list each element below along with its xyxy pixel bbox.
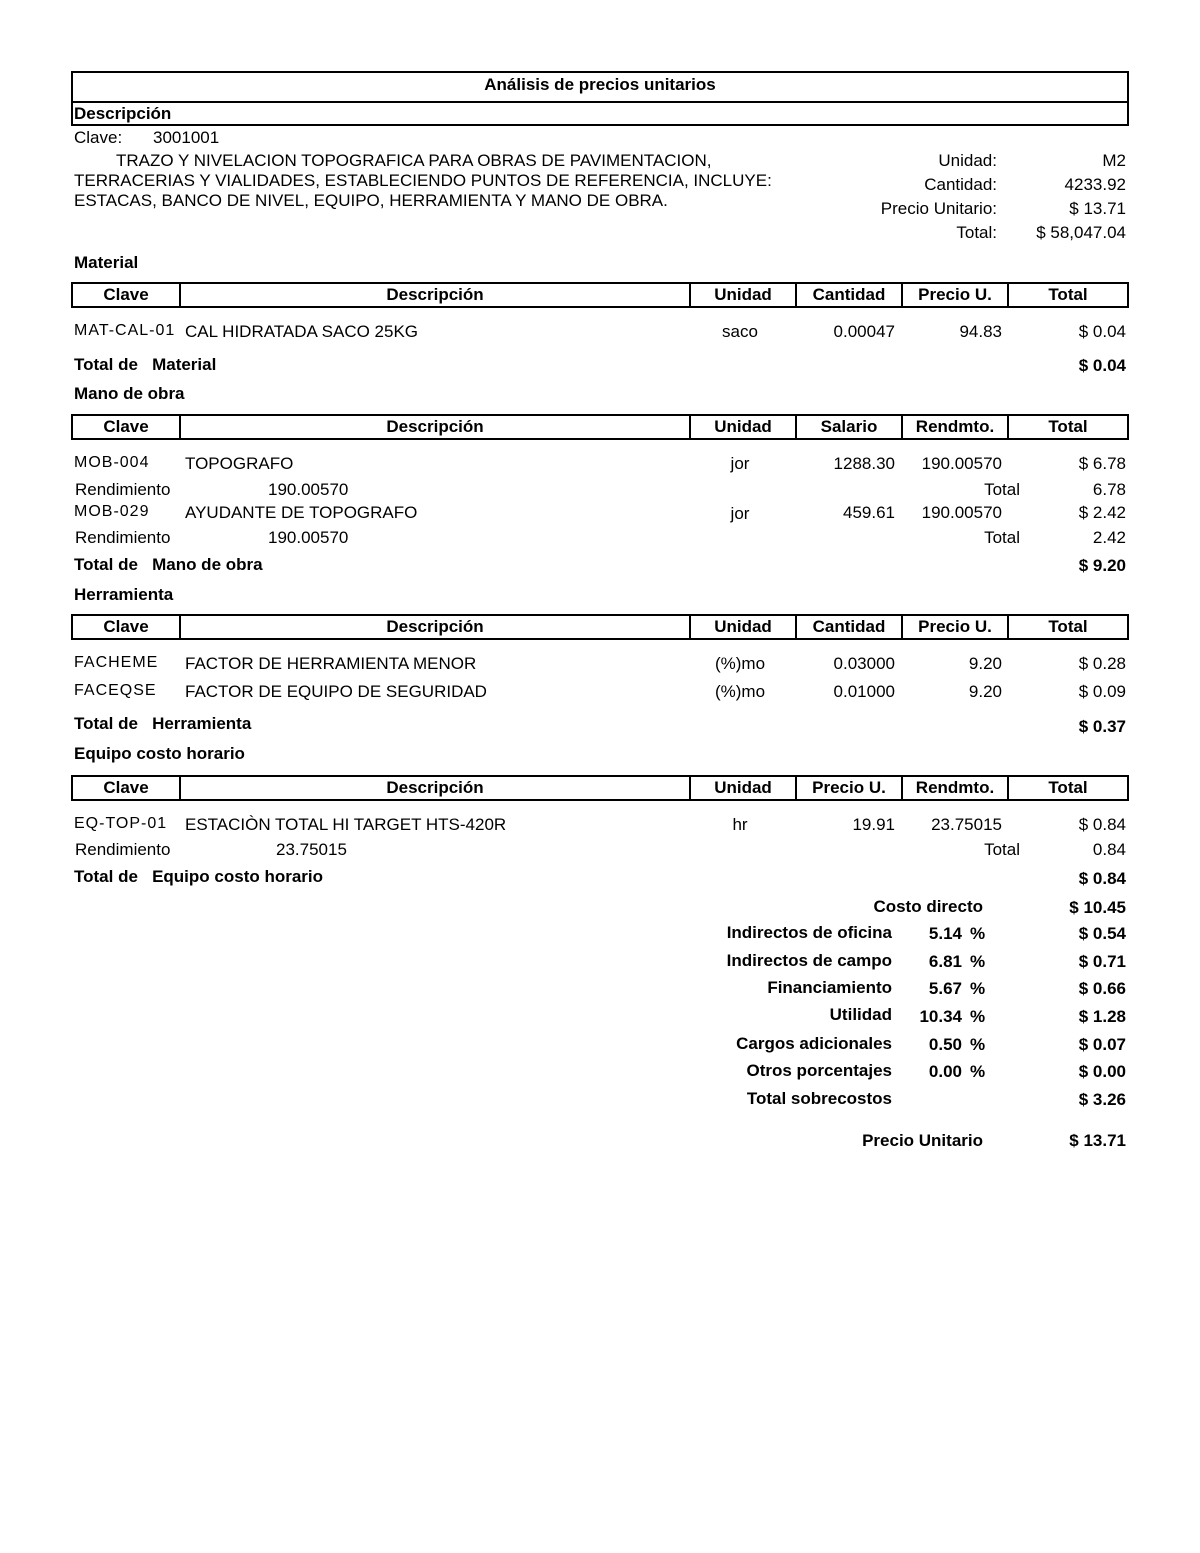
- col-clave: Clave: [103, 417, 149, 436]
- row-rend-label: Rendimiento: [75, 840, 171, 859]
- herramienta-table-header: [71, 614, 1129, 640]
- col-rendmto: Rendmto.: [901, 416, 1007, 438]
- row-clave: FACEQSE: [74, 682, 157, 699]
- row-clave: MOB-004: [74, 454, 150, 471]
- col-descripcion: Descripción: [179, 777, 689, 799]
- col-descripcion: Descripción: [179, 284, 689, 306]
- row-sub-label: Total: [984, 480, 1020, 499]
- material-total-label: Total de Material: [74, 355, 217, 374]
- row-total: $ 0.28: [1078, 654, 1126, 673]
- col-total: Total: [1007, 616, 1127, 638]
- col-precio: Precio U.: [901, 616, 1007, 638]
- herramienta-heading: Herramienta: [74, 585, 174, 604]
- row-rendmto: 23.75015: [931, 815, 1002, 834]
- row-clave: MAT-CAL-01: [74, 322, 176, 339]
- row-precio: 94.83: [959, 322, 1002, 341]
- row-descripcion: FACTOR DE EQUIPO DE SEGURIDAD: [185, 682, 487, 701]
- row-descripcion: CAL HIDRATADA SACO 25KG: [185, 322, 419, 341]
- col-total: Total: [1007, 416, 1127, 438]
- row-sub-label: Total: [984, 528, 1020, 547]
- col-clave: Clave: [103, 778, 149, 797]
- row-rend-value: 190.00570: [268, 528, 349, 547]
- row-salario: 1288.30: [833, 454, 895, 473]
- col-descripcion: Descripción: [179, 616, 689, 638]
- mano-obra-total-label: Total de Mano de obra: [74, 555, 263, 574]
- total-value: $ 58,047.04: [1036, 223, 1126, 242]
- cost-line-pct: 0.00: [928, 1062, 962, 1081]
- row-total: $ 0.09: [1078, 682, 1126, 701]
- cantidad-label: Cantidad:: [924, 175, 997, 194]
- col-unidad: Unidad: [689, 616, 795, 638]
- row-rend-label: Rendimiento: [75, 480, 171, 499]
- row-cantidad: 0.03000: [833, 654, 895, 673]
- unidad-value: M2: [1102, 151, 1126, 170]
- clave-label: Clave:: [74, 128, 123, 147]
- cost-line-value: $ 0.00: [1078, 1062, 1126, 1081]
- row-clave: FACHEME: [74, 654, 159, 671]
- row-total: $ 0.04: [1078, 322, 1126, 341]
- sobrecostos-label: Total sobrecostos: [746, 1089, 892, 1108]
- mano-obra-total-value: $ 9.20: [1078, 556, 1126, 575]
- material-total-value: $ 0.04: [1078, 356, 1126, 375]
- col-clave: Clave: [103, 617, 149, 636]
- precio-unitario-value: $ 13.71: [1069, 199, 1126, 218]
- row-unidad: (%)mo: [714, 654, 766, 673]
- row-salario: 459.61: [843, 503, 895, 522]
- descripcion-box: [71, 101, 1129, 126]
- cost-line-pct: 6.81: [928, 952, 962, 971]
- cost-line-label: Indirectos de campo: [726, 951, 892, 970]
- descripcion-label: Descripción: [74, 104, 172, 123]
- row-descripcion: AYUDANTE DE TOPOGRAFO: [185, 503, 418, 522]
- material-heading: Material: [74, 253, 139, 272]
- row-unidad: saco: [722, 322, 758, 341]
- row-total: $ 6.78: [1078, 454, 1126, 473]
- row-rendmto: 190.00570: [921, 503, 1002, 522]
- row-clave: EQ-TOP-01: [74, 815, 168, 832]
- cost-line-unit: %: [970, 1007, 986, 1026]
- row-total: $ 2.42: [1078, 503, 1126, 522]
- precio-unitario-label: Precio Unitario:: [880, 199, 997, 218]
- col-total: Total: [1007, 777, 1127, 799]
- equipo-heading: Equipo costo horario: [74, 744, 245, 763]
- sobrecostos-value: $ 3.26: [1078, 1090, 1126, 1109]
- total-label: Total:: [956, 223, 997, 242]
- row-rendmto: 190.00570: [921, 454, 1002, 473]
- cantidad-value: 4233.92: [1064, 175, 1126, 194]
- cost-line-unit: %: [970, 1035, 986, 1054]
- col-unidad: Unidad: [689, 284, 795, 306]
- row-precio: 9.20: [968, 654, 1002, 673]
- col-descripcion: Descripción: [179, 416, 689, 438]
- col-clave: Clave: [103, 285, 149, 304]
- row-cantidad: 0.00047: [833, 322, 895, 341]
- row-sub-value: 0.84: [1092, 840, 1126, 859]
- row-descripcion: FACTOR DE HERRAMIENTA MENOR: [185, 654, 477, 673]
- equipo-total-value: $ 0.84: [1078, 869, 1126, 888]
- description-line-2: TERRACERIAS Y VIALIDADES, ESTABLECIENDO PUNTOS DE REFERENCIA, INCLUYE:: [74, 171, 772, 190]
- row-sub-label: Total: [984, 840, 1020, 859]
- clave-value: 3001001: [153, 128, 220, 147]
- cost-line-pct: 10.34: [919, 1007, 962, 1026]
- unidad-label: Unidad:: [938, 151, 997, 170]
- herramienta-total-label: Total de Herramienta: [74, 714, 252, 733]
- cost-line-label: Indirectos de oficina: [726, 923, 892, 942]
- cost-line-value: $ 0.07: [1078, 1035, 1126, 1054]
- cost-line-unit: %: [970, 952, 986, 971]
- material-table-header: [71, 282, 1129, 308]
- equipo-total-label: Total de Equipo costo horario: [74, 867, 324, 886]
- cost-line-pct: 5.67: [928, 979, 962, 998]
- row-precio: 9.20: [968, 682, 1002, 701]
- col-cantidad: Cantidad: [795, 616, 901, 638]
- precio-unitario-final-label: Precio Unitario: [862, 1131, 983, 1150]
- row-rend-label: Rendimiento: [75, 528, 171, 547]
- row-unidad: hr: [732, 815, 748, 834]
- mano-obra-table-header: [71, 414, 1129, 440]
- cost-line-unit: %: [970, 1062, 986, 1081]
- row-rend-value: 190.00570: [268, 480, 349, 499]
- row-unidad: jor: [730, 454, 750, 473]
- row-sub-value: 2.42: [1092, 528, 1126, 547]
- col-precio: Precio U.: [901, 284, 1007, 306]
- herramienta-total-value: $ 0.37: [1078, 717, 1126, 736]
- precio-unitario-final-value: $ 13.71: [1069, 1131, 1126, 1150]
- row-unidad: jor: [730, 504, 750, 523]
- col-rendmto: Rendmto.: [901, 777, 1007, 799]
- row-precio: 19.91: [852, 815, 895, 834]
- costo-directo-value: $ 10.45: [1069, 898, 1126, 917]
- row-descripcion: TOPOGRAFO: [185, 454, 294, 473]
- cost-line-label: Utilidad: [829, 1005, 892, 1024]
- costo-directo-label: Costo directo: [873, 897, 983, 916]
- row-rend-value: 23.75015: [276, 840, 347, 859]
- col-unidad: Unidad: [689, 777, 795, 799]
- cost-line-value: $ 0.71: [1078, 952, 1126, 971]
- cost-line-value: $ 0.66: [1078, 979, 1126, 998]
- col-unidad: Unidad: [689, 416, 795, 438]
- mano-obra-heading: Mano de obra: [74, 384, 185, 403]
- row-cantidad: 0.01000: [833, 682, 895, 701]
- description-line-1: TRAZO Y NIVELACION TOPOGRAFICA PARA OBRAS DE PAVIMENTACION,: [116, 151, 712, 170]
- row-clave: MOB-029: [74, 503, 150, 520]
- row-descripcion: ESTACIÒN TOTAL HI TARGET HTS-420R: [185, 815, 507, 834]
- cost-line-value: $ 0.54: [1078, 924, 1126, 943]
- row-unidad: (%)mo: [714, 682, 766, 701]
- cost-line-unit: %: [970, 979, 986, 998]
- col-cantidad: Cantidad: [795, 284, 901, 306]
- page-title: Análisis de precios unitarios: [484, 75, 716, 94]
- row-total: $ 0.84: [1078, 815, 1126, 834]
- description-line-3: ESTACAS, BANCO DE NIVEL, EQUIPO, HERRAMIENTA Y MANO DE OBRA.: [74, 191, 668, 210]
- row-sub-value: 6.78: [1092, 480, 1126, 499]
- col-salario: Salario: [795, 416, 901, 438]
- cost-line-label: Otros porcentajes: [746, 1061, 892, 1080]
- cost-line-value: $ 1.28: [1078, 1007, 1126, 1026]
- cost-line-label: Cargos adicionales: [736, 1034, 892, 1053]
- equipo-table-header: [71, 775, 1129, 801]
- cost-line-pct: 0.50: [928, 1035, 962, 1054]
- cost-line-unit: %: [970, 924, 986, 943]
- cost-line-pct: 5.14: [928, 924, 962, 943]
- col-precio: Precio U.: [795, 777, 901, 799]
- col-total: Total: [1007, 284, 1127, 306]
- cost-line-label: Financiamiento: [767, 978, 892, 997]
